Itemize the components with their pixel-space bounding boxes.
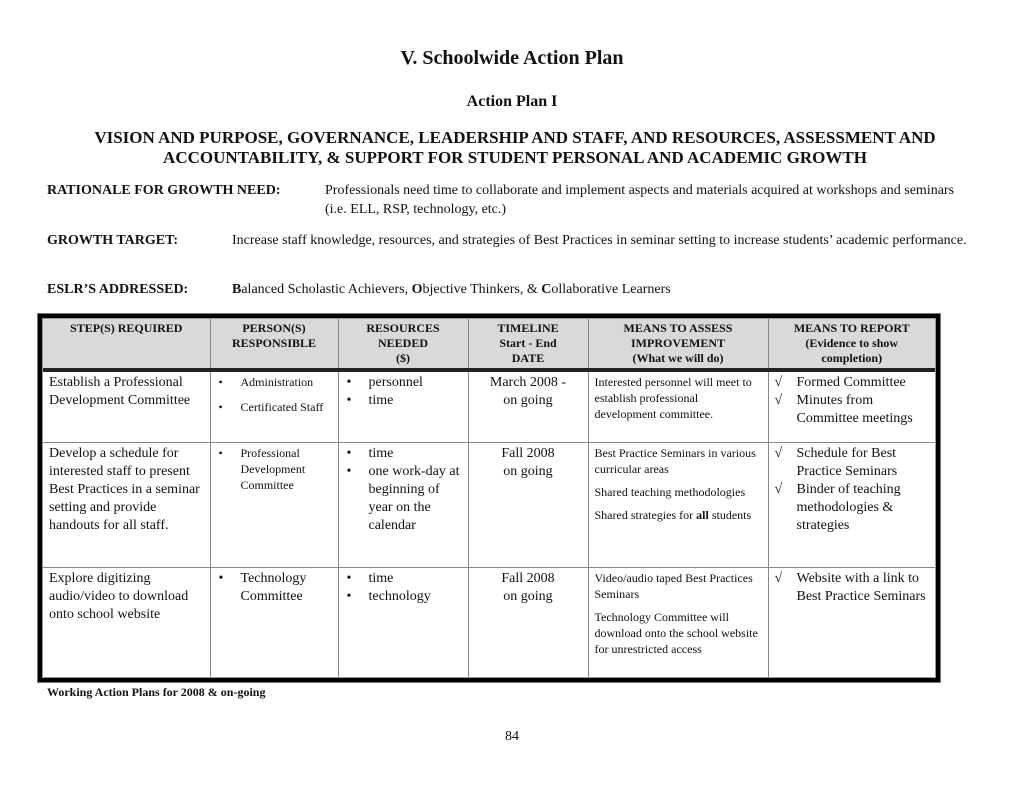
eslr-initial-o: O [411,282,423,297]
table-row [43,370,935,442]
page-number: 84 [505,729,519,744]
list-item: √ Binder of teaching methodologies & strategies [775,481,930,535]
eslr-field [47,280,947,300]
header-assess: MEANS TO ASSESS IMPROVEMENT (What we will do) [588,319,768,370]
table-header-row [43,319,935,370]
growth-target-label: GROWTH TARGET: [47,233,179,248]
report-cell [768,567,935,677]
rationale-value: Professionals need time to collaborate and implement aspects and materials acquired at workshops and seminars (i.e. ELL, RSP, technology, etc.) [325,183,955,217]
header-resources: RESOURCES NEEDED ($) [338,319,468,370]
list-item: • time [345,445,462,463]
header-steps: STEP(S) REQUIRED [43,319,210,370]
header-report: MEANS TO REPORT (Evidence to show completion) [768,319,935,370]
table-row [43,442,935,567]
eslr-text: ollaborative Learners [551,282,671,297]
eslr-label: ESLR’S ADDRESSED: [47,282,189,297]
timeline-cell: Fall 2008 on going [468,567,588,677]
timeline-cell: Fall 2008 on going [468,442,588,567]
list-item: √ Minutes from Committee meetings [775,392,930,428]
report-cell [768,442,935,567]
focus-areas-heading: VISION AND PURPOSE, GOVERNANCE, LEADERSHIP AND STAFF, AND RESOURCES, ASSESSMENT AND ACCOUNTABILITY, & SUPPORT FOR STUDENT PERSONAL AND ACADEMIC GROWTH [94,128,936,167]
assess-cell [588,567,768,677]
action-plan-table-frame [37,313,941,683]
rationale-field [47,181,955,221]
persons-cell [210,567,338,677]
timeline-cell: March 2008 - on going [468,370,588,442]
assess-cell [588,370,768,442]
header-persons: PERSON(S) RESPONSIBLE [210,319,338,370]
list-item: • technology [345,588,462,606]
eslr-initial-c: C [541,282,552,297]
eslr-initial-b: B [232,282,242,297]
assess-text: Technology Committee will download onto the school website for unrestricted access [594,609,758,656]
list-item: • Professional Development Committee [217,445,332,493]
assess-text: Shared teaching methodologies [594,484,746,499]
page-title: V. Schoolwide Action Plan [400,47,624,69]
list-item: • Administration [217,374,332,390]
persons-cell [210,442,338,567]
assess-cell [588,442,768,567]
list-item: √ Formed Committee [775,374,930,392]
list-item: • personnel [345,374,462,392]
list-item: √ Schedule for Best Practice Seminars [775,445,930,481]
list-item: • Technology Committee [217,570,332,606]
rationale-label: RATIONALE FOR GROWTH NEED: [47,183,281,198]
growth-target-field [47,231,967,271]
header-timeline: TIMELINE Start - End DATE [468,319,588,370]
list-item: • time [345,392,462,410]
footer-note: Working Action Plans for 2008 & on-going [47,685,266,699]
step-cell: Establish a Professional Development Committee [43,370,210,442]
action-plan-table [43,319,935,677]
resources-cell [338,567,468,677]
resources-cell [338,370,468,442]
resources-cell [338,442,468,567]
list-item: • one work-day at beginning of year on the calendar [345,463,462,535]
action-plan-subtitle: Action Plan I [466,93,558,110]
assess-text: Video/audio taped Best Practices Seminars [594,570,753,601]
step-cell: Develop a schedule for interested staff to present Best Practices in a seminar setting and provide handouts for all staff. [43,442,210,567]
growth-target-value: Increase staff knowledge, resources, and strategies of Best Practices in seminar setting to increase students’ academic performance. [232,233,967,248]
assess-text: Best Practice Seminars in various curricular areas [594,445,756,476]
report-cell [768,370,935,442]
list-item: • time [345,570,462,588]
table-row [43,567,935,677]
list-item: • Certificated Staff [217,399,332,415]
step-cell: Explore digitizing audio/video to download onto school website [43,567,210,677]
eslr-value [232,280,671,299]
list-item: √ Website with a link to Best Practice Seminars [775,570,930,606]
assess-text: Interested personnel will meet to establish professional development committee. [594,375,752,421]
persons-cell [210,370,338,442]
assess-text: Shared strategies for all students [594,507,752,522]
eslr-text: alanced Scholastic Achievers, [241,282,412,297]
eslr-text: bjective Thinkers, & [422,282,542,297]
